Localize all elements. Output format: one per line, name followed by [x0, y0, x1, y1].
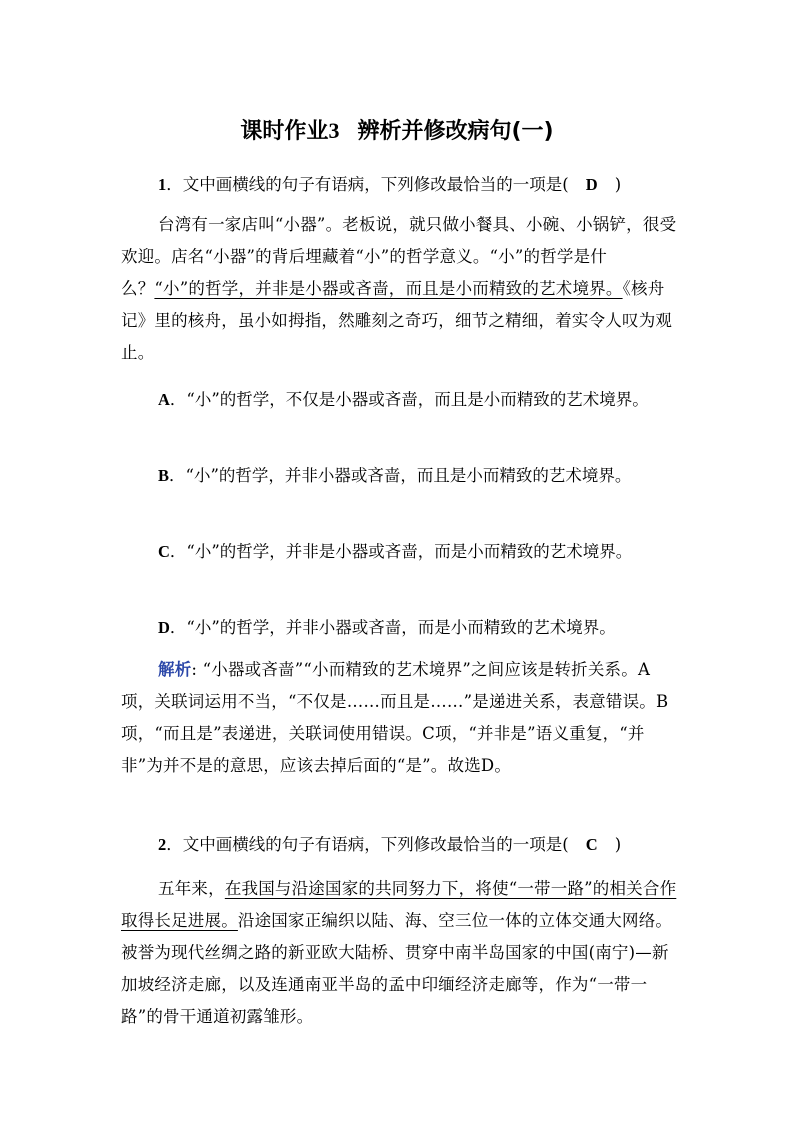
underlined-sentence: “小”的哲学，并非是小器或吝啬，而且是小而精致的艺术境界。: [154, 279, 623, 298]
option-a: A．“小”的哲学，不仅是小器或吝啬，而且是小而精致的艺术境界。: [158, 390, 649, 409]
title-text: 辨析并修改病句(一): [357, 119, 554, 144]
option-b: B．“小”的哲学，并非小器或吝啬，而且是小而精致的艺术境界。: [158, 466, 632, 485]
page-title: [0, 116, 794, 147]
question-2-answer: C: [585, 835, 598, 854]
question-1-analysis: 解析: “小器或吝啬”“小而精致的艺术境界”之间应该是转折关系。A项，关联词运用不当，“不仅是……而且是……”是递进关系，表意错误。B项，“而且是”表递进，关联词使用错误。C项，“并非是”语义重复，“并非”为并不是的意思，应该去掉后面的“是”。故选D。: [121, 660, 669, 775]
question-1-passage: 台湾有一家店叫“小器”。老板说，就只做小餐具、小碗、小锅铲，很受欢迎。店名“小器”的背后埋藏着“小”的哲学意义。“小”的哲学是什么？“小”的哲学，并非是小器或吝啬，而且是小而精致的艺术境界。《核舟记》里的核舟，虽小如拇指，然雕刻之奇巧，细节之精细，着实令人叹为观止。: [121, 215, 677, 362]
title-number: 3: [328, 118, 340, 143]
underlined-sentence: 在我国与沿途国家的共同努力下，将使“一带一路”的相关合作取得长足进展。: [121, 879, 677, 930]
title-prefix: 课时作业: [240, 119, 329, 144]
question-1-stem: 1．文中画横线的句子有语病，下列修改最恰当的一项是( D ): [158, 169, 621, 201]
option-d: D．“小”的哲学，并非小器或吝啬，而是小而精致的艺术境界。: [158, 618, 616, 637]
question-2-passage: 五年来，在我国与沿途国家的共同努力下，将使“一带一路”的相关合作取得长足进展。沿途国家正编织以陆、海、空三位一体的立体交通大网络。被誉为现代丝绸之路的新亚欧大陆桥、贯穿中南半岛国家的中国(南宁)—新加坡经济走廊，以及连通南亚半岛的孟中印缅经济走廊等，作为“一带一路”的骨干通道初露雏形。: [121, 879, 677, 1026]
question-2-stem: 2．文中画横线的句子有语病，下列修改最恰当的一项是( C ): [158, 829, 621, 861]
option-c: C．“小”的哲学，并非是小器或吝啬，而是小而精致的艺术境界。: [158, 542, 633, 561]
analysis-label: 解析: [158, 660, 192, 679]
question-1-answer: D: [585, 175, 598, 194]
